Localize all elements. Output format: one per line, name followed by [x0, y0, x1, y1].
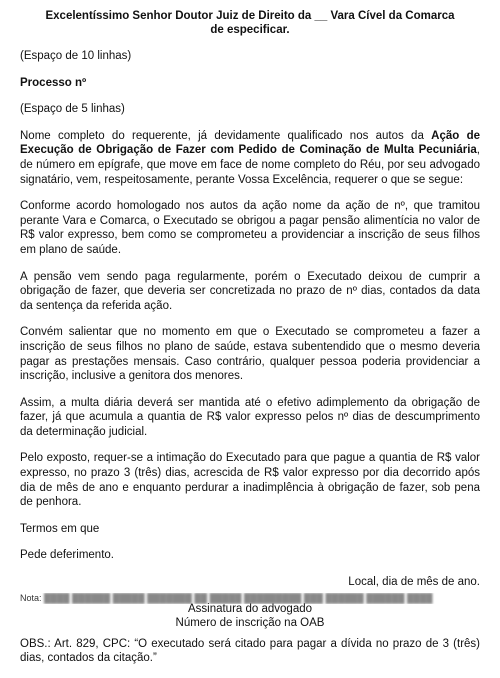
body-paragraph-breach: A pensão vem sendo paga regularmente, porém o Executado deixou de cumprir a obrigação de fazer, que deveria ser concretizada no prazo de nº dias, contados da data da sentença da referida ação.: [20, 270, 480, 312]
header-line-2: de especificar.: [210, 24, 290, 36]
place-and-date: Local, dia de mês de ano.: [348, 576, 480, 589]
spacing-note-5-lines: (Espaço de 5 linhas): [20, 103, 125, 116]
intro-paragraph: [20, 129, 480, 187]
obs-note: OBS.: Art. 829, CPC: “O executado será citado para pagar a dívida no prazo de 3 (três) dias, contados da citação.”: [20, 637, 480, 665]
petition-document: [20, 9, 480, 678]
action-title: Ação de Execução de Obrigação de Fazer com Pedido de Cominação de Multa Pecuniária: [20, 129, 480, 157]
intro-text-end: , de número em epígrafe, que move em face de nome completo do Réu, por seu advogado signatário, vem, respeitosamente, perante Vossa Excelência, requerer o que se segue:: [20, 144, 480, 186]
closing-terms: Termos em que: [20, 522, 100, 535]
signature-line: Assinatura do advogado: [187, 602, 313, 615]
cut-off-footer-note: [20, 593, 480, 604]
body-paragraph-daily-fine: Assim, a multa diária deverá ser mantida até o efetivo adimplemento da obrigação de fazer, já que acumula a quantia de R$ valor expresso pelos nº dias de descumprimento da determinação judicial.: [20, 396, 480, 438]
body-paragraph-agreement: Conforme acordo homologado nos autos da ação nome da ação de nº, que tramitou perante Vara e Comarca, o Executado se obrigou a pagar pensão alimentícia no valor de R$ valor expresso, bem como se comprometeu a providenciar a inscrição de seus filhos em plano de saúde.: [20, 200, 480, 256]
court-address-header: [20, 9, 480, 37]
intro-text-start: Nome completo do requerente, já devidamente qualificado nos autos da: [20, 129, 432, 142]
footer-note-blurred-text: ████ ██████ █████ ███████ ██ █████ █████████ ███ ██████ ██████ ████: [44, 593, 433, 603]
process-number-label: Processo nº: [20, 76, 87, 89]
header-line-1: Excelentíssimo Senhor Doutor Juiz de Direito da __ Vara Cível da Comarca: [45, 10, 455, 22]
closing-request: Pede deferimento.: [20, 549, 114, 562]
body-paragraph-request: Pelo exposto, requer-se a intimação do Executado para que pague a quantia de R$ valor expresso, no prazo 3 (três) dias, acrescida de R$ valor expresso por dia decorrido após dia de mês de ano e enquanto perdurar a inadimplência à obrigação de fazer, sob pena de penhora.: [20, 452, 480, 509]
spacing-note-10-lines: (Espaço de 10 linhas): [20, 50, 132, 62]
body-paragraph-health-plan: Convém salientar que no momento em que o Executado se comprometeu a fazer a inscrição de seus filhos no plano de saúde, estava subentendido que o mesmo deveria pagar as prestações mensais. Caso contrário, qualquer pessoa poderia providenciar a inscrição, inclusive a genitora dos menores.: [20, 326, 480, 383]
footer-note-label: Nota:: [20, 593, 42, 603]
oab-number-line: Número de inscrição na OAB: [175, 617, 325, 630]
signature-block: [20, 602, 480, 631]
